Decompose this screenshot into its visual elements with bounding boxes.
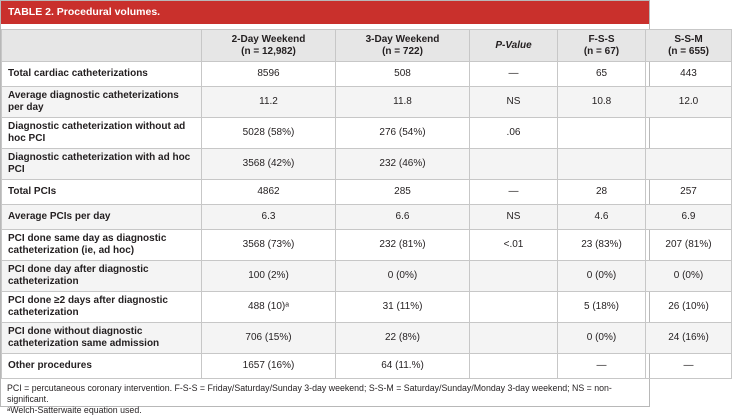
table-cell: 276 (54%) [336,118,470,149]
column-header-5 [646,30,732,62]
table-cell [470,261,558,292]
table-row [2,87,732,118]
table-cell: 12.0 [646,87,732,118]
table-row [2,62,732,87]
table-body [2,62,732,379]
table-cell: .06 [470,118,558,149]
table-cell: 285 [336,180,470,205]
table-title: TABLE 2. Procedural volumes. [1,1,649,24]
table-cell: 22 (8%) [336,323,470,354]
table-cell: 232 (46%) [336,149,470,180]
procedural-volumes-table [1,29,732,379]
row-label: Total cardiac catheterizations [2,62,202,87]
table-cell: 5 (18%) [558,292,646,323]
table-cell: 31 (11%) [336,292,470,323]
column-header-n: (n = 67) [583,45,620,57]
table-cell: 488 (10)ᵃ [202,292,336,323]
table-cell: 6.3 [202,205,336,230]
table-cell: 5028 (58%) [202,118,336,149]
table-cell: 4862 [202,180,336,205]
table-cell: 6.9 [646,205,732,230]
column-header-title: P-Value [495,39,532,51]
table-cell: 508 [336,62,470,87]
table-cell [470,354,558,379]
row-label: Average PCIs per day [2,205,202,230]
table-cell: 24 (16%) [646,323,732,354]
header-row [2,30,732,62]
table-cell: 28 [558,180,646,205]
table-cell: — [470,180,558,205]
table-cell: 706 (15%) [202,323,336,354]
table-row [2,292,732,323]
column-header-n: (n = 12,982) [241,45,296,57]
column-header-n: (n = 722) [382,45,423,57]
table-cell: 443 [646,62,732,87]
table-cell: 26 (10%) [646,292,732,323]
table-cell [558,118,646,149]
column-header-0 [2,30,202,62]
table-cell: 0 (0%) [646,261,732,292]
row-label: PCI done without diagnostic catheterization same admission [2,323,202,354]
column-header-2 [336,30,470,62]
table-cell [558,149,646,180]
table-cell: 3568 (42%) [202,149,336,180]
table-cell: NS [470,87,558,118]
table-cell: 3568 (73%) [202,230,336,261]
table-cell [646,118,732,149]
table-cell [470,323,558,354]
table-cell: 8596 [202,62,336,87]
column-header-4 [558,30,646,62]
table-cell [470,149,558,180]
footnote-welch: ᵃWelch-Satterwaite equation used. [7,405,142,415]
row-label: Other procedures [2,354,202,379]
table-cell: 0 (0%) [336,261,470,292]
table-cell: 100 (2%) [202,261,336,292]
table-row [2,205,732,230]
table-cell: 11.8 [336,87,470,118]
table-cell: 207 (81%) [646,230,732,261]
table-cell: 65 [558,62,646,87]
table-cell: 0 (0%) [558,261,646,292]
table-cell: 6.6 [336,205,470,230]
table-row [2,149,732,180]
column-header-3 [470,30,558,62]
table-cell: 11.2 [202,87,336,118]
column-header-title: 3-Day Weekend [365,33,440,45]
table-row [2,180,732,205]
table-cell: 10.8 [558,87,646,118]
footnote-definitions: PCI = percutaneous coronary intervention. F-S-S = Friday/Saturday/Sunday 3-day weekend; S-S-M = Saturday/Sunday/Monday 3-day weekend; NS = non-significant. [7,383,612,404]
row-label: Total PCIs [2,180,202,205]
table-cell: NS [470,205,558,230]
row-label: Diagnostic catheterization without ad hoc PCI [2,118,202,149]
table-cell: 23 (83%) [558,230,646,261]
table-cell: 257 [646,180,732,205]
table-cell [470,292,558,323]
table-row [2,261,732,292]
row-label: PCI done same day as diagnostic catheterization (ie, ad hoc) [2,230,202,261]
table-cell: 232 (81%) [336,230,470,261]
row-label: Average diagnostic catheterizations per day [2,87,202,118]
column-header-1 [202,30,336,62]
table-row [2,354,732,379]
row-label: PCI done ≥2 days after diagnostic catheterization [2,292,202,323]
table-cell [646,149,732,180]
column-header-title: 2-Day Weekend [231,33,306,45]
table-row [2,230,732,261]
column-header-title: F-S-S [588,33,615,45]
table-cell: 1657 (16%) [202,354,336,379]
row-label: Diagnostic catheterization with ad hoc PCI [2,149,202,180]
table-cell: <.01 [470,230,558,261]
column-header-n: (n = 655) [668,45,709,57]
table-cell: 0 (0%) [558,323,646,354]
table-row [2,323,732,354]
table-row [2,118,732,149]
table-cell: — [646,354,732,379]
row-label: PCI done day after diagnostic catheterization [2,261,202,292]
table-cell: — [470,62,558,87]
column-header-title: S-S-M [674,33,703,45]
table-cell: 4.6 [558,205,646,230]
table-cell: — [558,354,646,379]
table-cell: 64 (11.%) [336,354,470,379]
